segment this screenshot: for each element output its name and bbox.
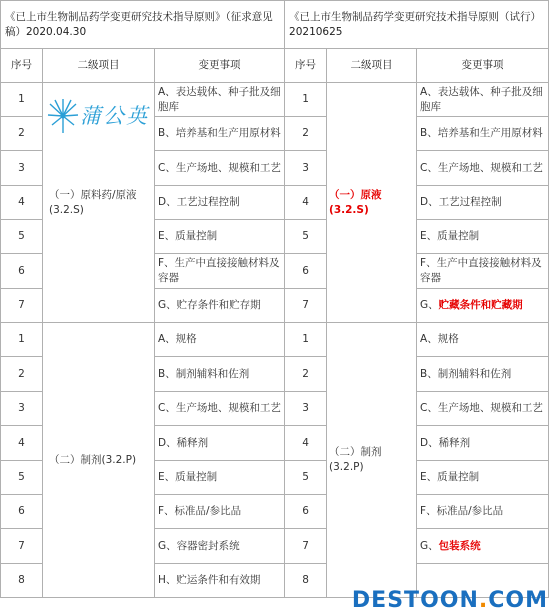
row-number-left: 6	[1, 254, 43, 289]
change-item-right-prefix: G、	[420, 299, 439, 311]
change-item-right: C、生产场地、规模和工艺	[417, 392, 549, 426]
change-item-right: A、表达载体、种子批及细胞库	[417, 83, 549, 117]
change-item-right: E、质量控制	[417, 461, 549, 495]
change-item-right-highlight: 贮藏条件和贮藏期	[438, 299, 523, 311]
group-label-right-text: （一）原液(3.2.S)	[329, 188, 382, 216]
row-number-right: 3	[285, 392, 327, 426]
watermark-text: 蒲公英	[80, 104, 149, 128]
row-number-left: 3	[1, 392, 43, 426]
row-number-right: 7	[285, 529, 327, 564]
change-item-right: F、标准品/参比品	[417, 495, 549, 529]
left-doc-title	[1, 1, 285, 49]
footer-logo-dot: .	[478, 588, 489, 613]
row-number-right: 4	[285, 426, 327, 461]
row-number-right: 3	[285, 151, 327, 186]
right-title-bold: 《已上市生物制品药学变更研究技术指导原则	[289, 10, 500, 23]
row-number-left: 4	[1, 186, 43, 220]
change-item-left: F、生产中直接接触材料及容器	[155, 254, 285, 289]
footer-logo-part-c: COM	[488, 588, 548, 613]
row-number-left: 1	[1, 83, 43, 117]
change-item-left: D、稀释剂	[155, 426, 285, 461]
right-title-rest: （试行）20210625	[289, 10, 542, 38]
change-item-right: E、质量控制	[417, 220, 549, 254]
group-label-left: （二）制剂(3.2.P)	[43, 323, 155, 598]
table-row	[1, 83, 549, 117]
change-item-left: E、质量控制	[155, 220, 285, 254]
change-item-left: C、生产场地、规模和工艺	[155, 392, 285, 426]
change-item-right: C、生产场地、规模和工艺	[417, 151, 549, 186]
change-item-left: B、制剂辅料和佐剂	[155, 357, 285, 392]
group-label-right	[327, 83, 417, 323]
row-number-right: 8	[285, 564, 327, 598]
change-item-right: D、工艺过程控制	[417, 186, 549, 220]
destoon-footer-logo	[352, 588, 548, 613]
row-number-right: 1	[285, 323, 327, 357]
change-item-left: F、标准品/参比品	[155, 495, 285, 529]
change-item-left: A、规格	[155, 323, 285, 357]
change-item-left: G、容器密封系统	[155, 529, 285, 564]
section-drug-product	[1, 323, 549, 598]
left-title-bold: 《已上市生物制品药学变更研究技术指导原则》	[5, 10, 226, 23]
row-number-right: 1	[285, 83, 327, 117]
row-number-left: 2	[1, 357, 43, 392]
row-number-right: 6	[285, 254, 327, 289]
group-label-left: （一）原料药/原液(3.2.S)	[43, 83, 155, 323]
group-label-right: （二）制剂(3.2.P)	[327, 323, 417, 598]
header-change-right: 变更事项	[417, 49, 549, 83]
left-title-rest: （征求意见稿）2020.04.30	[5, 10, 273, 38]
header-item-right: 二级项目	[327, 49, 417, 83]
change-item-left: C、生产场地、规模和工艺	[155, 151, 285, 186]
change-item-right: A、规格	[417, 323, 549, 357]
table-row	[1, 323, 549, 357]
row-number-left: 4	[1, 426, 43, 461]
change-item-right: D、稀释剂	[417, 426, 549, 461]
header-item-left: 二级项目	[43, 49, 155, 83]
right-doc-title	[285, 1, 549, 49]
row-number-right: 6	[285, 495, 327, 529]
change-item-right-prefix: G、	[420, 539, 439, 552]
row-number-right: 2	[285, 357, 327, 392]
row-number-left: 5	[1, 461, 43, 495]
row-number-left: 2	[1, 117, 43, 151]
row-number-left: 7	[1, 529, 43, 564]
change-item-right	[417, 289, 549, 323]
row-number-right: 2	[285, 117, 327, 151]
row-number-left: 1	[1, 323, 43, 357]
section-drug-substance	[1, 83, 549, 323]
change-item-left: H、贮运条件和有效期	[155, 564, 285, 598]
header-seq-left: 序号	[1, 49, 43, 83]
row-number-right: 5	[285, 220, 327, 254]
change-item-left: B、培养基和生产用原材料	[155, 117, 285, 151]
change-item-left: D、工艺过程控制	[155, 186, 285, 220]
row-number-right: 5	[285, 461, 327, 495]
footer-logo-part-a: DESTOON	[351, 588, 479, 613]
row-number-left: 7	[1, 289, 43, 323]
change-item-right: B、制剂辅料和佐剂	[417, 357, 549, 392]
row-number-left: 8	[1, 564, 43, 598]
change-item-left: A、表达载体、种子批及细胞库	[155, 83, 285, 117]
change-item-right	[417, 529, 549, 564]
header-change-left: 变更事项	[155, 49, 285, 83]
change-item-left: G、贮存条件和贮存期	[155, 289, 285, 323]
row-number-left: 5	[1, 220, 43, 254]
row-number-left: 3	[1, 151, 43, 186]
row-number-left: 6	[1, 495, 43, 529]
change-item-right-highlight: 包装系统	[438, 539, 481, 552]
row-number-right: 7	[285, 289, 327, 323]
row-number-right: 4	[285, 186, 327, 220]
change-item-right: B、培养基和生产用原材料	[417, 117, 549, 151]
change-item-left: E、质量控制	[155, 461, 285, 495]
change-item-right: F、生产中直接接触材料及容器	[417, 254, 549, 289]
header-seq-right: 序号	[285, 49, 327, 83]
